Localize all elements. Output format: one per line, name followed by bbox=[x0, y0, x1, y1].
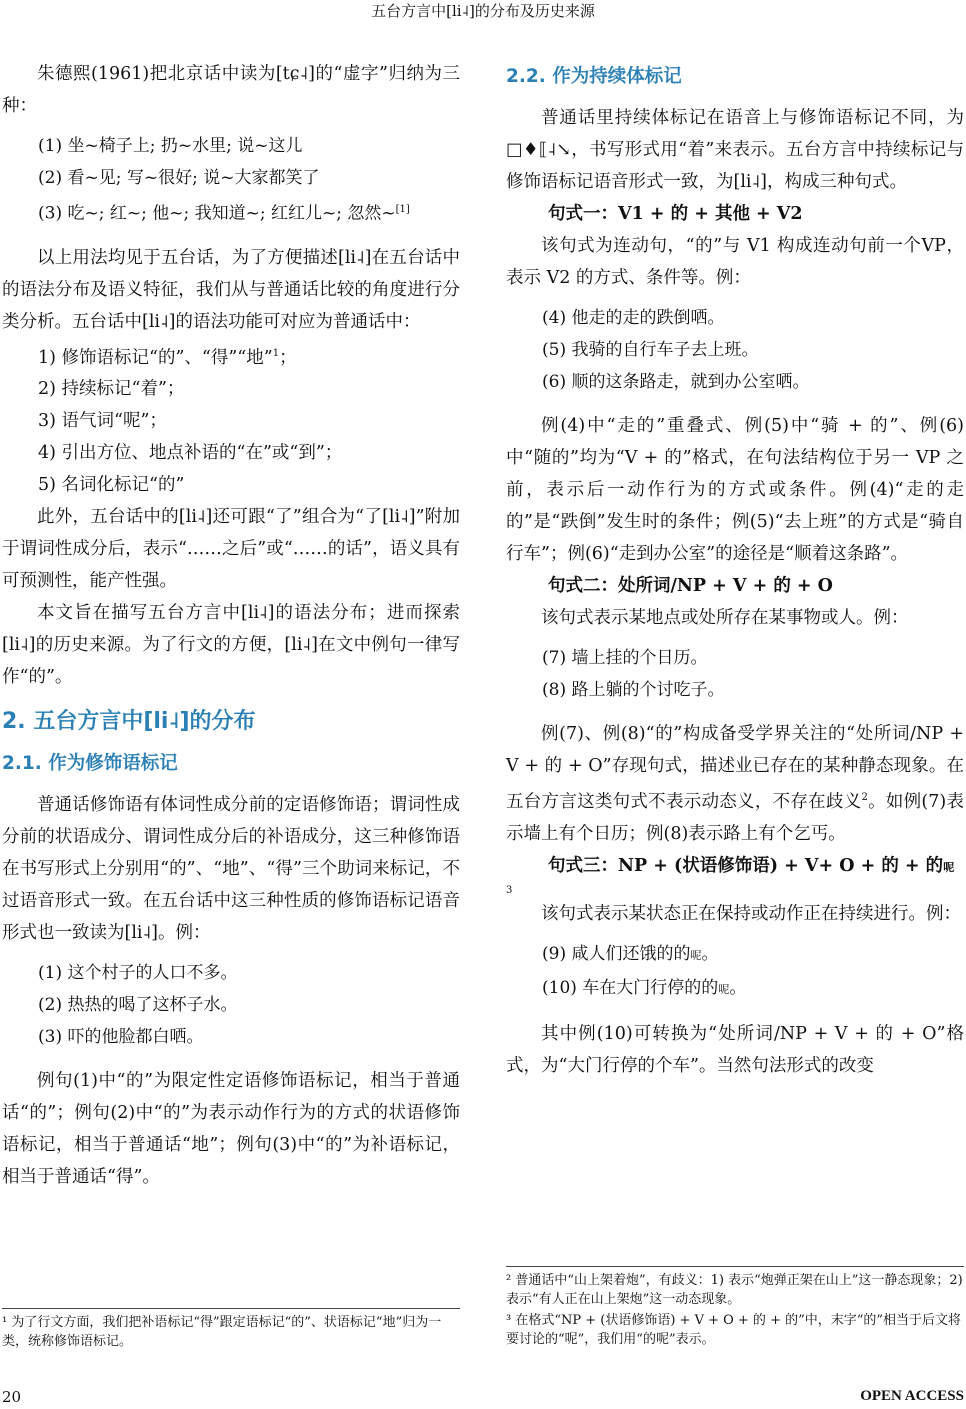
example-subscript: 呢 bbox=[690, 948, 702, 962]
subsection-heading: 2.2. 作为持续体标记 bbox=[506, 66, 682, 87]
paragraph: 其中例(10)可转换为“处所词/NP + V + 的 + O”格式，为“大门行停的个车”。当然句法形式的改变 bbox=[506, 1023, 964, 1076]
example-item: (6) 顺的这条路走，就到办公室哂。 bbox=[542, 372, 810, 392]
example-item: (10) 车在大门行停的的呢。 bbox=[542, 977, 747, 998]
paragraph: 普通话里持续体标记在语音上与修饰语标记不同，为□♦⟦˨↘，书写形式用“着”来表示。五台方言中持续标记与修饰语标记语音形式一致，为[li˨]，构成三种句式。 bbox=[506, 108, 964, 192]
example-item: (2) 热热的喝了这杯子水。 bbox=[38, 995, 238, 1016]
pattern-subscript: 呢 bbox=[943, 860, 955, 874]
paragraph: 该句式为连动句，“的”与 V1 构成连动句前一个VP，表示 V2 的方式、条件等。例： bbox=[506, 236, 964, 288]
paragraph-text: 例(7)、例(8)“的”构成备受学界关注的“处所词/NP + V + 的 + O”存现句式，描述业已存在的某种静态现象。在五台方言这类句式不表示动态义，不存在歧义 bbox=[506, 724, 964, 812]
example-item: (9) 咸人们还饿的的呢。 bbox=[542, 943, 719, 964]
function-item: 3) 语气词“呢”； bbox=[38, 411, 167, 432]
example-item: (5) 我骑的自行车子去上班。 bbox=[542, 340, 759, 360]
pattern-heading: 句式一：V1 + 的 + 其他 + V2 bbox=[548, 204, 803, 224]
footnote: ² 普通话中“山上架着炮”，有歧义：1) 表示“炮弹正架在山上”这一静态现象；2) 表示“有人正在山上架炮”这一动态现象。 bbox=[506, 1273, 963, 1307]
function-item: 4) 引出方位、地点补语的“在”或“到”； bbox=[38, 443, 343, 464]
example-item: (7) 墙上挂的个日历。 bbox=[542, 648, 708, 668]
function-item bbox=[2, 338, 460, 374]
example-list bbox=[506, 642, 964, 706]
footnote-mark: 2 bbox=[861, 792, 868, 803]
paragraph-tail: 。如例(7)表示墙上有个日历；例(8)表示路上有个乞丐。 bbox=[506, 791, 964, 844]
example-item: (1) 坐~椅子上; 扔~水里; 说~这儿 bbox=[38, 136, 303, 156]
example-list bbox=[2, 957, 460, 1053]
open-access-label: OPEN ACCESS bbox=[860, 1388, 964, 1404]
function-item: 5) 名词化标记“的” bbox=[38, 475, 185, 496]
function-tail: ； bbox=[279, 347, 297, 368]
right-column bbox=[506, 58, 964, 1082]
paragraph: 朱德熙(1961)把北京话中读为[tɕ˨]的“虚字”归纳为三种： bbox=[2, 64, 460, 116]
example-list bbox=[506, 938, 964, 1006]
section-heading: 2. 五台方言中[li˨]的分布 bbox=[2, 709, 256, 735]
function-text: 1) 修饰语标记“的”、“得”“地” bbox=[38, 347, 273, 368]
example-item: (1) 这个村子的人口不多。 bbox=[38, 963, 238, 984]
pattern-heading: 句式二：处所词/NP + V + 的 + O bbox=[548, 576, 833, 596]
example-item: (4) 他走的走的跌倒哂。 bbox=[542, 308, 725, 328]
example-item: (8) 路上躺的个讨吃子。 bbox=[542, 680, 725, 700]
footnote: ¹ 为了行文方面，我们把补语标记“得”跟定语标记“的”、状语标记“地”归为一类，统称修饰语标记。 bbox=[2, 1315, 442, 1349]
footnote: ³ 在格式“NP + (状语修饰语) + V + O + 的 + 的”中，末字“的”相当于后文将要讨论的“呢”，我们用“的呢”表示。 bbox=[506, 1313, 962, 1347]
paragraph bbox=[506, 718, 964, 850]
example-item: (2) 看~见; 写~很好; 说~大家都笑了 bbox=[38, 168, 320, 188]
pattern-heading bbox=[506, 850, 964, 884]
running-header: 五台方言中[li˨]的分布及历史来源 bbox=[371, 2, 595, 20]
footnote-mark: 1 bbox=[272, 347, 280, 359]
pattern-text: 句式三：NP + (状语修饰语) + V+ O + 的 + 的 bbox=[548, 855, 944, 876]
function-item: 2) 持续标记“着”； bbox=[38, 379, 185, 400]
page-number: 20 bbox=[2, 1388, 22, 1406]
footnote-mark: 3 bbox=[506, 884, 513, 896]
paragraph: 该句式表示某状态正在保持或动作正在持续进行。例： bbox=[541, 903, 961, 924]
example-text: (10) 车在大门行停的的 bbox=[542, 977, 719, 998]
left-column bbox=[2, 58, 460, 1193]
paragraph: 该句式表示某地点或处所存在某事物或人。例： bbox=[541, 608, 909, 628]
subsection-heading: 2.1. 作为修饰语标记 bbox=[2, 753, 178, 775]
paragraph: 普通话修饰语有体词性成分前的定语修饰语；谓词性成分前的状语成分、谓词性成分后的补语成分，这三种修饰语在书写形式上分别用“的”、“地”、“得”三个助词来标记，不过语音形式一致。在五台话中这三种性质的修饰语标记语音形式也一致读为[li˨]。例： bbox=[2, 795, 460, 944]
example-item: (3) 吓的他脸都白哂。 bbox=[38, 1027, 204, 1048]
example-list bbox=[506, 302, 964, 398]
paragraph: 本文旨在描写五台方言中[li˨]的语法分布；进而探索[li˨]的历史来源。为了行文的方便，[li˨]在文中例句一律写作“的”。 bbox=[2, 603, 460, 688]
example-subscript: 呢 bbox=[718, 982, 730, 996]
example-text: (3) 吃~; 红~; 他~; 我知道~; 红红儿~; 忽然~ bbox=[38, 203, 396, 224]
footnotes-right bbox=[506, 1266, 964, 1351]
footnotes-left bbox=[2, 1308, 460, 1353]
paragraph: 例(4)中“走的”重叠式、例(5)中“骑 + 的”、例(6)中“随的”均为“V + 的”格式，在句法结构位于另一 VP 之前，表示后一动作行为的方式或条件。例(4)“走的走的”是“跌倒”发生时的条件；例(5)“去上班”的方式是“骑自行车”；例(6)“走到办公室”的途径是“顺着这条路”。 bbox=[506, 416, 964, 564]
example-text: (9) 咸人们还饿的的 bbox=[542, 943, 691, 964]
citation-mark: [1] bbox=[395, 204, 410, 215]
example-item bbox=[2, 194, 460, 230]
paragraph: 以上用法均见于五台话，为了方便描述[li˨]在五台话中的语法分布及语义特征，我们从与普通话比较的角度进行分类分析。五台话中[li˨]的语法功能可对应为普通话中： bbox=[2, 247, 460, 332]
paragraph: 此外，五台话中的[li˨]还可跟“了”组合为“了[li˨]”附加于谓词性成分后，表示“……之后”或“……的话”，语义具有可预测性，能产性强。 bbox=[2, 507, 460, 592]
paragraph: 例句(1)中“的”为限定性定语修饰语标记，相当于普通话“的”；例句(2)中“的”为表示动作行为的方式的状语修饰语标记，相当于普通话“地”；例句(3)中“的”为补语标记，相当于普通话“得”。 bbox=[2, 1071, 460, 1188]
example-list bbox=[2, 130, 460, 230]
